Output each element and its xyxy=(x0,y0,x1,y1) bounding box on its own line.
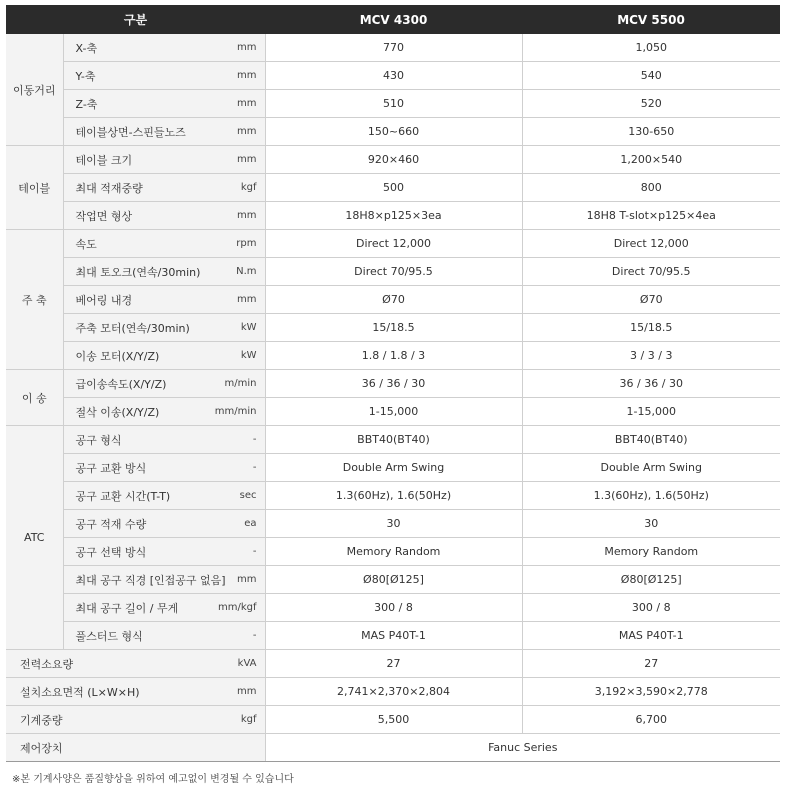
spec-item xyxy=(63,34,265,62)
spec-row xyxy=(6,174,780,202)
spec-item-inner xyxy=(64,516,265,532)
spec-item xyxy=(63,314,265,342)
spec-item xyxy=(63,426,265,454)
spec-row xyxy=(6,146,780,174)
spec-value-model-2: 520 xyxy=(522,90,780,118)
spec-value-model-2: 6,700 xyxy=(522,706,780,734)
spec-item-inner xyxy=(64,40,265,56)
spec-unit: - xyxy=(252,462,257,473)
spec-unit: kgf xyxy=(240,714,257,725)
spec-item-label: 공구 교환 시간(T-T) xyxy=(75,489,171,503)
spec-item xyxy=(63,118,265,146)
spec-value-model-1: Direct 70/95.5 xyxy=(265,258,522,286)
spec-row xyxy=(6,62,780,90)
spec-item xyxy=(63,230,265,258)
header-category: 구분 xyxy=(6,5,265,34)
spec-row xyxy=(6,286,780,314)
spec-item xyxy=(63,538,265,566)
control-label: 제어장치 xyxy=(20,741,63,755)
spec-group: 주 축 xyxy=(6,230,63,370)
spec-item-inner xyxy=(64,628,265,644)
spec-item-inner xyxy=(64,572,265,588)
spec-value-model-2: 30 xyxy=(522,510,780,538)
spec-unit: kVA xyxy=(237,658,257,669)
spec-row xyxy=(6,622,780,650)
spec-value-model-1: 510 xyxy=(265,90,522,118)
spec-item-label: 테이블 크기 xyxy=(75,153,133,167)
spec-item-label: Z-축 xyxy=(75,97,98,111)
spec-unit: mm xyxy=(237,210,257,221)
spec-table xyxy=(6,5,780,762)
spec-item-label: 최대 적재중량 xyxy=(75,181,143,195)
spec-item xyxy=(63,258,265,286)
spec-item-inner xyxy=(64,180,265,196)
spec-item xyxy=(63,510,265,538)
spec-unit: - xyxy=(252,546,257,557)
spec-value-model-1: 920×460 xyxy=(265,146,522,174)
spec-unit: rpm xyxy=(236,238,257,249)
spec-value-model-1: 1-15,000 xyxy=(265,398,522,426)
spec-item-label: 최대 공구 길이 / 무게 xyxy=(75,601,179,615)
spec-value-model-2: Memory Random xyxy=(522,538,780,566)
spec-value-model-2: 1,050 xyxy=(522,34,780,62)
spec-value-model-2: MAS P40T-1 xyxy=(522,622,780,650)
spec-value-model-2: Double Arm Swing xyxy=(522,454,780,482)
spec-value-model-2: 27 xyxy=(522,650,780,678)
spec-item-inner xyxy=(6,712,265,728)
spec-item xyxy=(63,62,265,90)
spec-row xyxy=(6,566,780,594)
spec-item xyxy=(63,622,265,650)
spec-item xyxy=(6,706,265,734)
spec-value-model-2: 3,192×3,590×2,778 xyxy=(522,678,780,706)
control-item-inner xyxy=(6,740,265,756)
header-model-2: MCV 5500 xyxy=(522,5,780,34)
spec-row xyxy=(6,342,780,370)
spec-item xyxy=(63,370,265,398)
spec-item-inner xyxy=(64,376,265,392)
spec-item-inner xyxy=(64,348,265,364)
header-model-1: MCV 4300 xyxy=(265,5,522,34)
spec-item xyxy=(63,566,265,594)
spec-unit: N.m xyxy=(236,266,257,277)
spec-row xyxy=(6,370,780,398)
spec-value-model-1: Ø80[Ø125] xyxy=(265,566,522,594)
spec-value-model-1: 500 xyxy=(265,174,522,202)
spec-item xyxy=(6,650,265,678)
spec-value-model-2: 300 / 8 xyxy=(522,594,780,622)
spec-unit: ea xyxy=(244,518,257,529)
spec-row xyxy=(6,594,780,622)
spec-unit: kW xyxy=(240,350,257,361)
spec-item xyxy=(63,398,265,426)
spec-item-label: 최대 공구 직경 [인접공구 없음] xyxy=(75,573,226,587)
spec-item-label: 급이송속도(X/Y/Z) xyxy=(75,377,167,391)
spec-group: 이 송 xyxy=(6,370,63,426)
spec-unit: m/min xyxy=(224,378,257,389)
spec-row xyxy=(6,426,780,454)
spec-value-model-1: Double Arm Swing xyxy=(265,454,522,482)
spec-item-label: 풀스터드 형식 xyxy=(75,629,143,643)
spec-item-inner xyxy=(64,544,265,560)
spec-value-model-2: Direct 70/95.5 xyxy=(522,258,780,286)
spec-value-model-2: 800 xyxy=(522,174,780,202)
spec-row xyxy=(6,650,780,678)
spec-value-model-2: 1,200×540 xyxy=(522,146,780,174)
spec-unit: mm xyxy=(237,42,257,53)
footnote: ※본 기계사양은 품질향상을 위하여 예고없이 변경될 수 있습니다 xyxy=(12,774,294,785)
spec-item-label: 전력소요량 xyxy=(20,657,74,671)
spec-unit: - xyxy=(252,434,257,445)
spec-item-label: 베어링 내경 xyxy=(75,293,133,307)
spec-value-model-2: 130-650 xyxy=(522,118,780,146)
spec-item-label: 공구 적재 수량 xyxy=(75,517,147,531)
spec-row xyxy=(6,678,780,706)
spec-item-inner xyxy=(64,460,265,476)
spec-item-label: 기계중량 xyxy=(20,713,63,727)
spec-value-model-1: 1.8 / 1.8 / 3 xyxy=(265,342,522,370)
spec-item xyxy=(63,146,265,174)
spec-value-model-2: 1-15,000 xyxy=(522,398,780,426)
spec-value-model-2: 1.3(60Hz), 1.6(50Hz) xyxy=(522,482,780,510)
spec-row xyxy=(6,34,780,62)
spec-value-model-1: 30 xyxy=(265,510,522,538)
spec-item-label: 이송 모터(X/Y/Z) xyxy=(75,349,160,363)
spec-item-inner xyxy=(64,96,265,112)
spec-item-label: 작업면 형상 xyxy=(75,209,133,223)
spec-value-model-1: MAS P40T-1 xyxy=(265,622,522,650)
spec-unit: mm xyxy=(237,154,257,165)
spec-value-model-1: 27 xyxy=(265,650,522,678)
control-value: Fanuc Series xyxy=(265,734,780,762)
spec-item-inner xyxy=(64,264,265,280)
control-row xyxy=(6,734,780,762)
spec-item-inner xyxy=(6,684,265,700)
spec-value-model-1: 300 / 8 xyxy=(265,594,522,622)
spec-value-model-1: 2,741×2,370×2,804 xyxy=(265,678,522,706)
spec-item-inner xyxy=(64,320,265,336)
spec-row xyxy=(6,230,780,258)
spec-value-model-1: Memory Random xyxy=(265,538,522,566)
spec-value-model-2: 540 xyxy=(522,62,780,90)
spec-group: 이동거리 xyxy=(6,34,63,146)
spec-item-label: 테이블상면-스핀들노즈 xyxy=(75,125,186,139)
spec-value-model-2: BBT40(BT40) xyxy=(522,426,780,454)
spec-value-model-1: 430 xyxy=(265,62,522,90)
spec-value-model-2: 15/18.5 xyxy=(522,314,780,342)
spec-row xyxy=(6,202,780,230)
spec-item-inner xyxy=(64,152,265,168)
spec-row xyxy=(6,706,780,734)
spec-unit: kgf xyxy=(240,182,257,193)
spec-item xyxy=(63,90,265,118)
spec-item-inner xyxy=(64,292,265,308)
spec-value-model-1: Ø70 xyxy=(265,286,522,314)
spec-unit: mm xyxy=(237,126,257,137)
spec-item-label: 공구 교환 방식 xyxy=(75,461,147,475)
spec-item-inner xyxy=(64,236,265,252)
spec-unit: mm xyxy=(237,70,257,81)
spec-item xyxy=(63,454,265,482)
spec-row xyxy=(6,482,780,510)
spec-item-inner xyxy=(64,432,265,448)
spec-row xyxy=(6,510,780,538)
spec-value-model-2: Ø80[Ø125] xyxy=(522,566,780,594)
spec-row xyxy=(6,258,780,286)
spec-value-model-1: 18H8×p125×3ea xyxy=(265,202,522,230)
spec-unit: mm/kgf xyxy=(217,602,257,613)
spec-value-model-2: Direct 12,000 xyxy=(522,230,780,258)
spec-value-model-1: Direct 12,000 xyxy=(265,230,522,258)
spec-value-model-1: 5,500 xyxy=(265,706,522,734)
spec-item xyxy=(63,174,265,202)
spec-row xyxy=(6,314,780,342)
spec-value-model-1: 36 / 36 / 30 xyxy=(265,370,522,398)
spec-item-label: X-축 xyxy=(75,41,98,55)
spec-unit: mm/min xyxy=(214,406,257,417)
spec-value-model-1: 150~660 xyxy=(265,118,522,146)
spec-unit: kW xyxy=(240,322,257,333)
spec-unit: mm xyxy=(237,686,257,697)
spec-item-label: 설치소요면적 (L×W×H) xyxy=(20,685,140,699)
spec-item xyxy=(63,482,265,510)
spec-group: ATC xyxy=(6,426,63,650)
spec-item xyxy=(6,678,265,706)
spec-item-label: 공구 선택 방식 xyxy=(75,545,147,559)
spec-unit: sec xyxy=(239,490,257,501)
spec-item xyxy=(63,342,265,370)
spec-item xyxy=(63,594,265,622)
spec-value-model-2: 3 / 3 / 3 xyxy=(522,342,780,370)
spec-unit: - xyxy=(252,630,257,641)
spec-item xyxy=(63,202,265,230)
spec-item-inner xyxy=(64,124,265,140)
spec-item xyxy=(63,286,265,314)
spec-value-model-1: 770 xyxy=(265,34,522,62)
spec-value-model-1: BBT40(BT40) xyxy=(265,426,522,454)
control-item xyxy=(6,734,265,762)
spec-item-label: 최대 토오크(연속/30min) xyxy=(75,265,201,279)
spec-item-inner xyxy=(64,404,265,420)
spec-value-model-2: 36 / 36 / 30 xyxy=(522,370,780,398)
spec-item-label: Y-축 xyxy=(75,69,96,83)
spec-unit: mm xyxy=(237,574,257,585)
spec-item-label: 주축 모터(연속/30min) xyxy=(75,321,190,335)
spec-body xyxy=(6,34,780,762)
spec-item-inner xyxy=(64,488,265,504)
spec-row xyxy=(6,118,780,146)
spec-item-label: 절삭 이송(X/Y/Z) xyxy=(75,405,160,419)
spec-item-inner xyxy=(6,656,265,672)
spec-unit: mm xyxy=(237,294,257,305)
spec-item-label: 공구 형식 xyxy=(75,433,122,447)
spec-item-label: 속도 xyxy=(75,237,97,251)
header-row xyxy=(6,5,780,34)
spec-item-inner xyxy=(64,208,265,224)
spec-item-inner xyxy=(64,600,265,616)
spec-item-inner xyxy=(64,68,265,84)
spec-value-model-1: 15/18.5 xyxy=(265,314,522,342)
spec-value-model-2: Ø70 xyxy=(522,286,780,314)
spec-value-model-1: 1.3(60Hz), 1.6(50Hz) xyxy=(265,482,522,510)
spec-value-model-2: 18H8 T-slot×p125×4ea xyxy=(522,202,780,230)
spec-row xyxy=(6,538,780,566)
spec-row xyxy=(6,454,780,482)
spec-unit: mm xyxy=(237,98,257,109)
spec-row xyxy=(6,398,780,426)
spec-row xyxy=(6,90,780,118)
spec-group: 테이블 xyxy=(6,146,63,230)
